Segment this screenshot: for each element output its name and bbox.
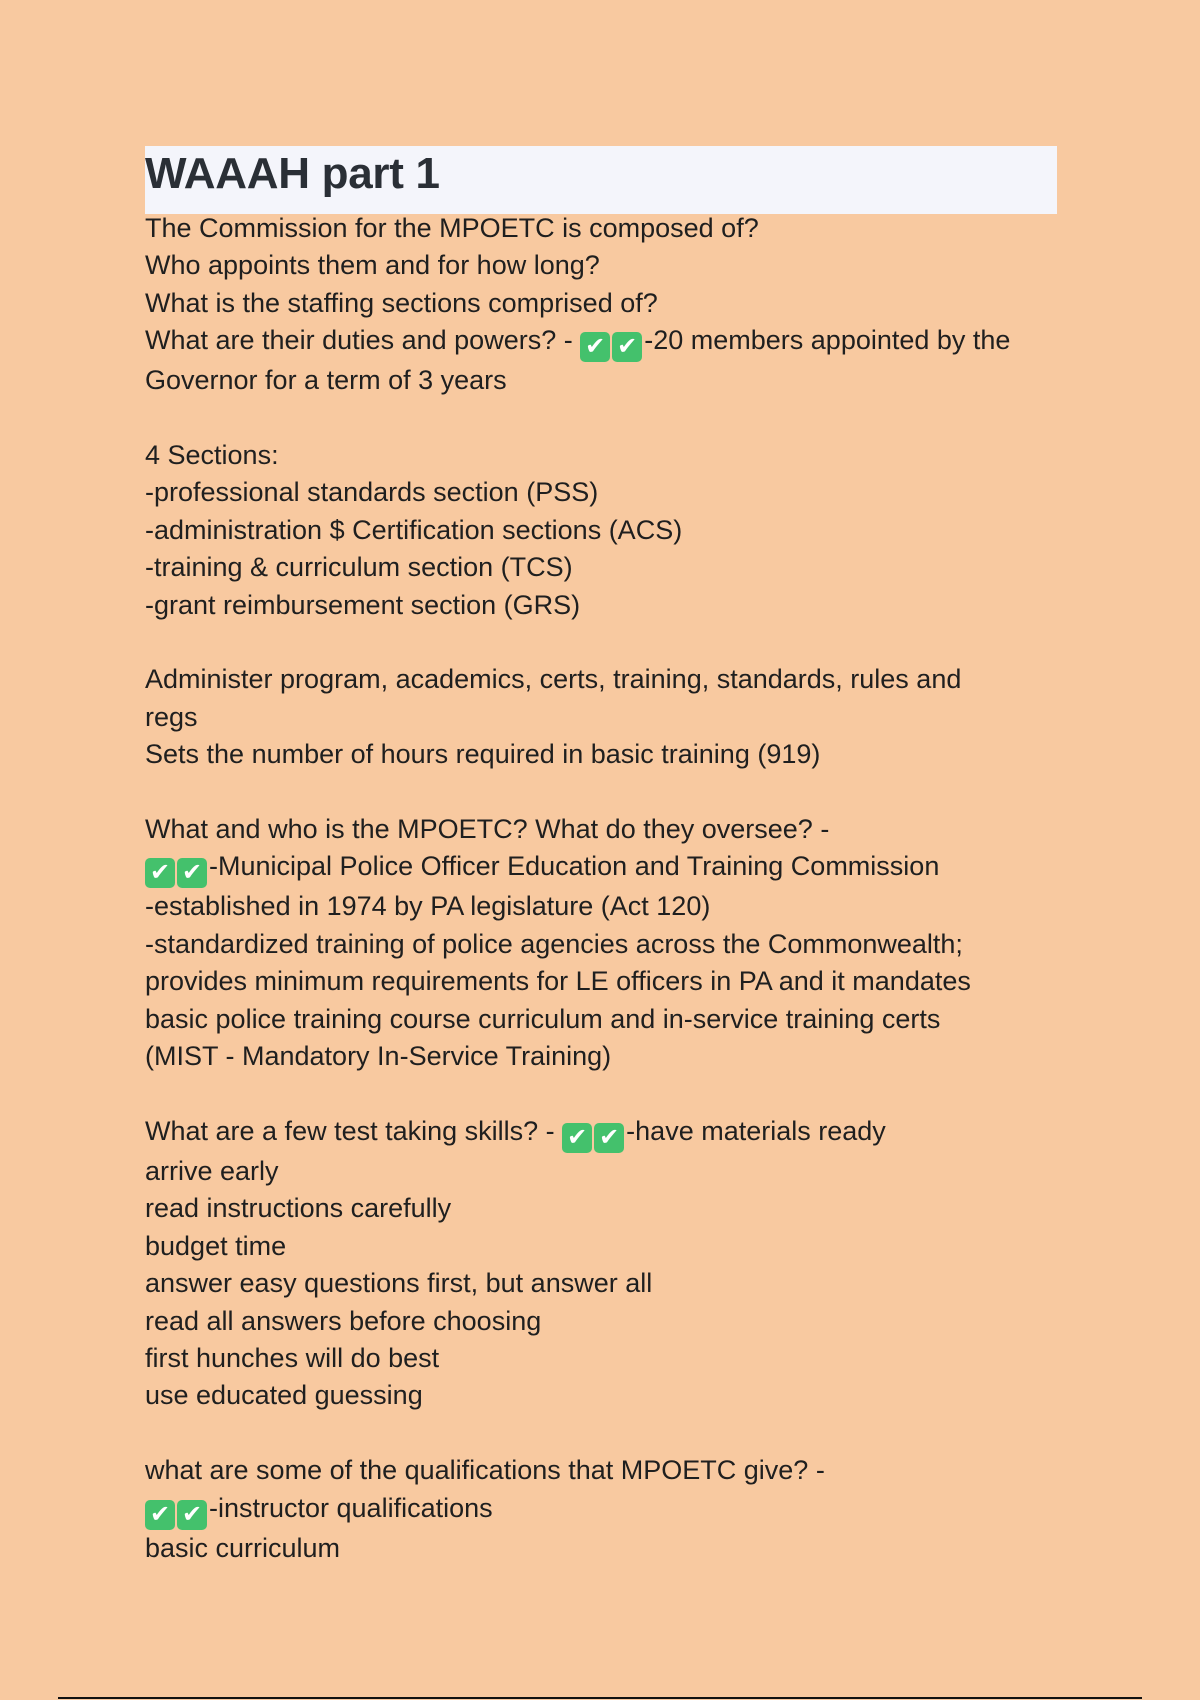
check-mark-icon: ✔ (594, 1123, 624, 1153)
answer-line: arrive early (145, 1155, 279, 1186)
check-mark-icon: ✔ (177, 1500, 207, 1530)
title-bar (145, 146, 1057, 214)
paragraph-gap (145, 1075, 1105, 1112)
page-title: WAAAH part 1 (145, 149, 440, 198)
answer-line: budget time (145, 1230, 287, 1261)
answer-line: -established in 1974 by PA legislature (Act 120) (145, 891, 711, 922)
paragraph-gap (145, 624, 1105, 661)
answer-text: -Municipal Police Officer Education and Training Commission (209, 851, 940, 882)
question-line: The Commission for the MPOETC is composed of? (145, 213, 759, 243)
check-mark-icon: ✔ (145, 858, 175, 888)
answer-line: -professional standards section (PSS) (145, 477, 599, 508)
paragraph-gap (145, 774, 1105, 811)
check-mark-icon: ✔ (145, 1500, 175, 1530)
answer-line: first hunches will do best (145, 1342, 440, 1373)
question-line: Who appoints them and for how long? (145, 250, 600, 281)
question-line: what are some of the qualifications that MPOETC give? - (145, 1455, 825, 1486)
answer-line: read all answers before choosing (145, 1305, 542, 1336)
answer-line: -grant reimbursement section (GRS) (145, 589, 581, 620)
answer-line (145, 848, 1105, 888)
answer-line: use educated guessing (145, 1380, 423, 1411)
document-content (145, 210, 1105, 1567)
question-text: What are their duties and powers? - (145, 325, 573, 356)
paragraph-gap (145, 1415, 1105, 1452)
question-line: What and who is the MPOETC? What do they oversee? - (145, 814, 830, 845)
answer-text: -20 members appointed by the (644, 325, 1011, 356)
check-mark-icon: ✔ (177, 858, 207, 888)
answer-line: Administer program, academics, certs, training, standards, rules and (145, 664, 962, 695)
answer-line: -administration $ Certification sections (ACS) (145, 514, 683, 545)
paragraph-gap (145, 400, 1105, 437)
question-answer-line (145, 1113, 1105, 1153)
answer-line: basic police training course curriculum and in-service training certs (145, 1003, 941, 1034)
check-mark-icon: ✔ (562, 1123, 592, 1153)
answer-text: -have materials ready (626, 1115, 886, 1146)
answer-line: provides minimum requirements for LE officers in PA and it mandates (145, 966, 971, 997)
answer-line: read instructions carefully (145, 1193, 452, 1224)
answer-line: basic curriculum (145, 1532, 341, 1563)
answer-line: -standardized training of police agencies across the Commonwealth; (145, 928, 963, 959)
answer-line (145, 1490, 1105, 1530)
answer-line: regs (145, 701, 198, 732)
answer-line: (MIST - Mandatory In-Service Training) (145, 1041, 612, 1072)
question-text: What are a few test taking skills? - (145, 1115, 555, 1146)
check-mark-icon: ✔ (612, 332, 642, 362)
question-answer-line (145, 322, 1105, 362)
answer-line: answer easy questions first, but answer all (145, 1268, 653, 1299)
answer-line: -training & curriculum section (TCS) (145, 552, 573, 583)
answer-text: -instructor qualifications (209, 1492, 493, 1523)
question-line: What is the staffing sections comprised of? (145, 287, 658, 318)
answer-line: Governor for a term of 3 years (145, 365, 507, 396)
bottom-divider (58, 1697, 1142, 1699)
check-mark-icon: ✔ (580, 332, 610, 362)
answer-line: Sets the number of hours required in basic training (919) (145, 739, 821, 770)
answer-line: 4 Sections: (145, 440, 279, 471)
